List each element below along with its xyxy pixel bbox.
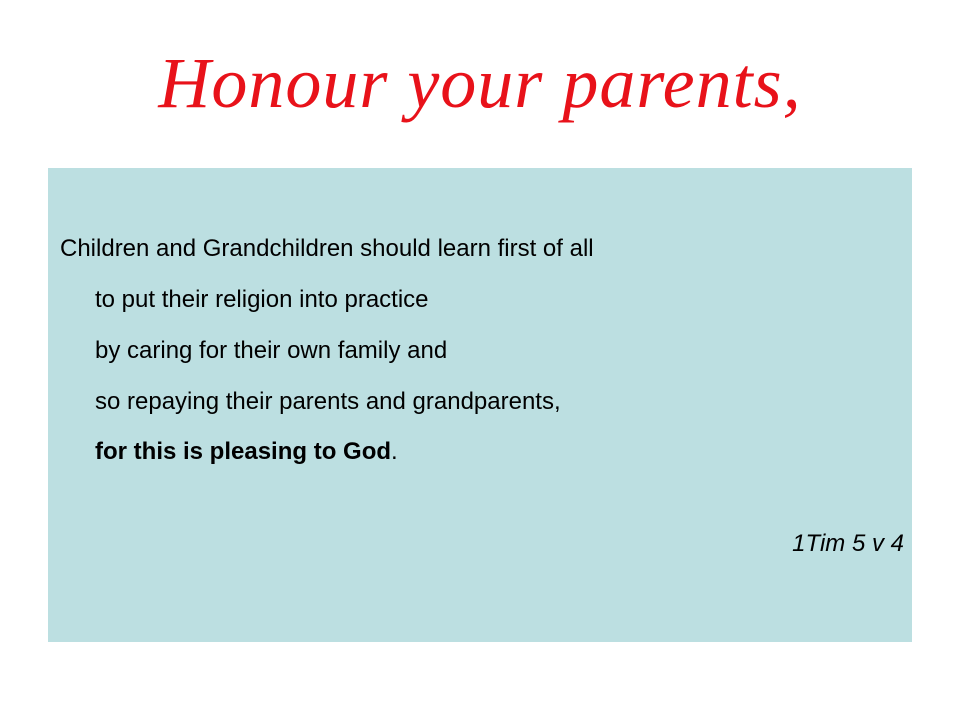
verse-line-1: Children and Grandchildren should learn first of all — [60, 235, 594, 262]
verse-line-5 — [95, 437, 398, 467]
verse-line-4: so repaying their parents and grandparents, — [95, 388, 561, 415]
verse-box — [48, 168, 912, 642]
verse-line-2: to put their religion into practice — [95, 286, 429, 313]
scripture-reference: 1Tim 5 v 4 — [792, 530, 904, 557]
verse-line-3: by caring for their own family and — [95, 337, 448, 364]
slide-title: Honour your parents, — [158, 43, 802, 123]
verse-emphasis: for this is pleasing to God — [95, 438, 392, 465]
verse-line-5-tail: . — [391, 438, 398, 465]
